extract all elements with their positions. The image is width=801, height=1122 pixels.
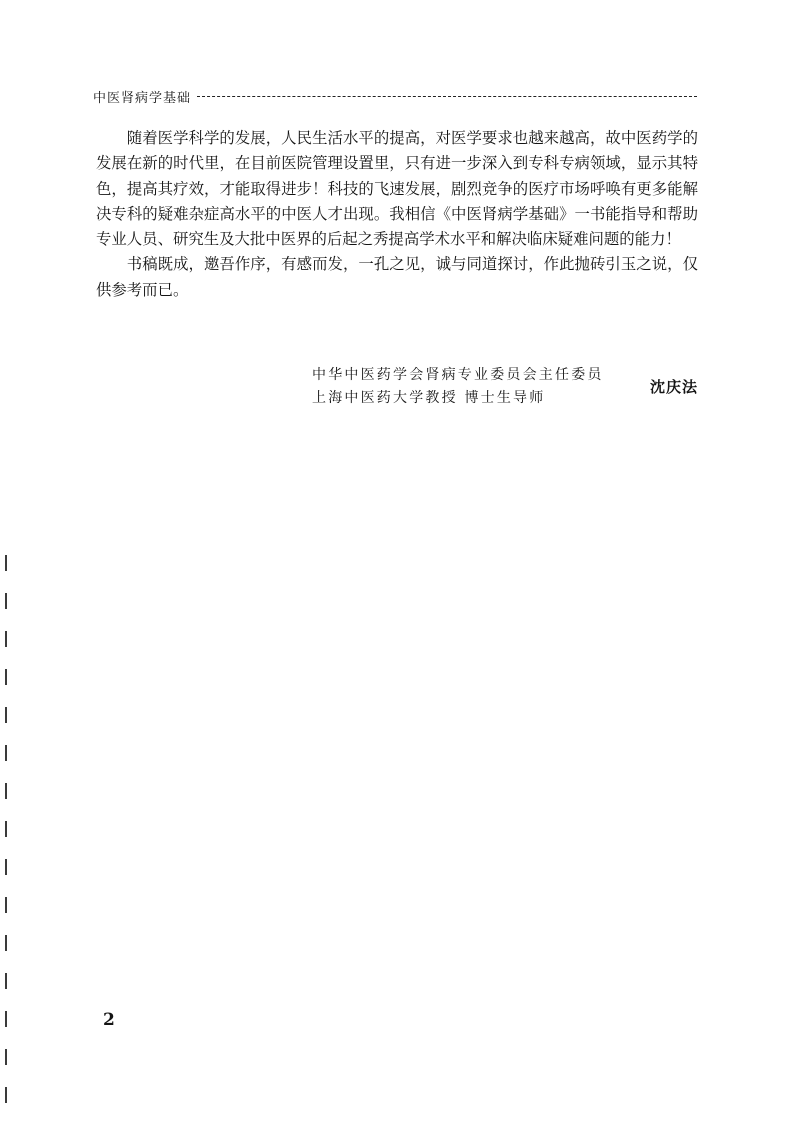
preface-paragraph-2: 书稿既成，邀吾作序，有感而发，一孔之见，诚与同道探讨，作此抛砖引玉之说，仅供参考而已。: [96, 255, 698, 299]
signature-name: 沈庆法: [649, 378, 698, 396]
preface-paragraph-1: 随着医学科学的发展，人民生活水平的提高，对医学要求也越来越高，故中医药学的发展在新的时代里，在目前医院管理设置里，只有进一步深入到专科专病领域，显示其特色，提高其疗效，才能取得进步！科技的飞速发展，剧烈竞争的医疗市场呼唤有更多能解决专科的疑难杂症高水平的中医人才出现。我相信《中医肾病学基础》一书能指导和帮助专业人员、研究生及大批中医界的后起之秀提高学术水平和解决临床疑难问题的能力！: [96, 129, 698, 249]
signature-title-line: 中华中医药学会肾病专业委员会主任委员: [312, 367, 604, 383]
signature-affiliation-line: 上海中医药大学教授 博士生导师: [312, 390, 546, 406]
signature-block: [312, 364, 700, 408]
header-rule: [197, 96, 697, 97]
binding-edge-marks: [5, 555, 11, 1115]
running-header-title: 中医肾病学基础: [93, 90, 192, 106]
page-number: 2: [103, 1010, 115, 1030]
preface-body: [96, 126, 698, 303]
running-header: [93, 86, 697, 106]
